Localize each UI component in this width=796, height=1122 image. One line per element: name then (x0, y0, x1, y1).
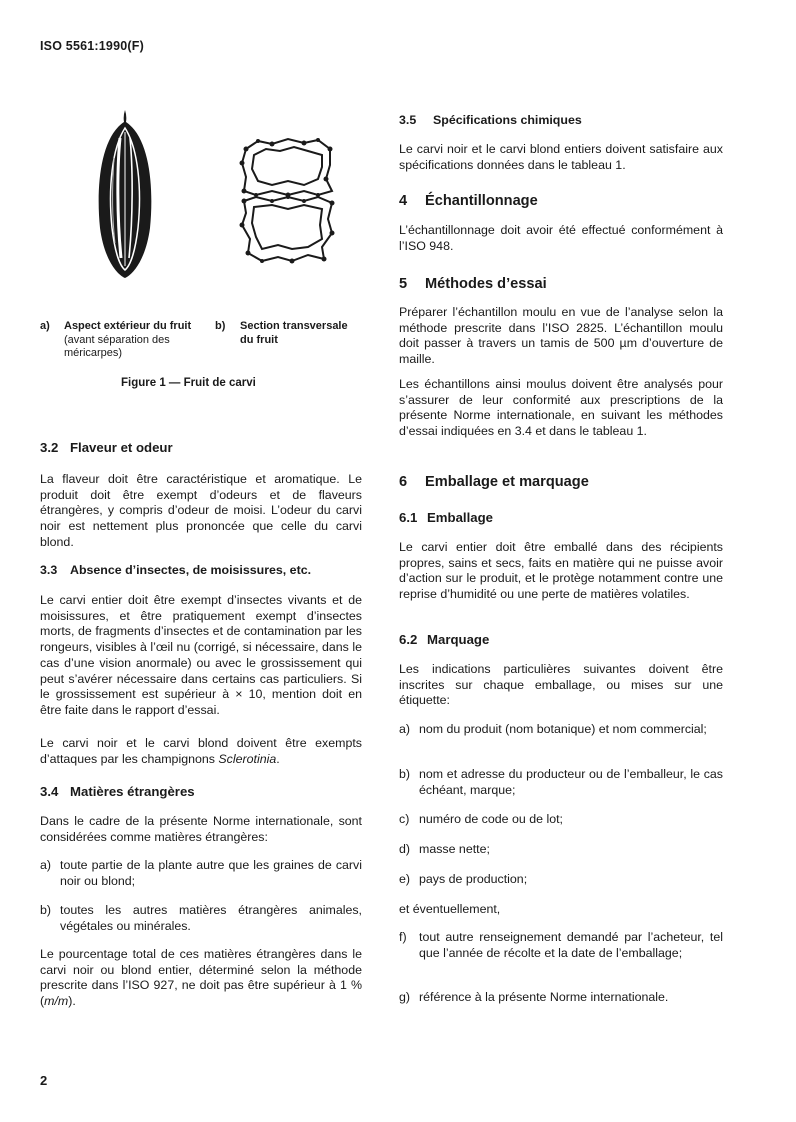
s61-paragraph: Le carvi entier doit être emballé dans des récipients propres, sains et secs, faits en matière qui ne puisse avoir d’action sur le produit, et le protège notamment contre une reprise d’humidité ou une perte de matières volatiles. (399, 540, 723, 602)
s5-paragraph-2: Les échantillons ainsi moulus doivent être analysés pour s’assurer de leur conformité aux prescriptions de la présente Norme internationale, en suivant les méthodes d’essai indiquées en 3.4 et dans le tableau 1. (399, 377, 723, 439)
s62-item-b-text: nom et adresse du producteur ou de l’emballeur, le cas échéant, marque; (419, 767, 723, 797)
heading-6-1-number: 6.1 (399, 510, 418, 525)
s34-item-a-label: a) (40, 858, 52, 872)
heading-6-1 (399, 510, 493, 525)
page-number: 2 (40, 1073, 48, 1088)
s62-item-g-label: g) (399, 990, 411, 1004)
caption-a-sub2: méricarpes) (64, 347, 123, 359)
caption-b-title1: Section transversale (240, 320, 348, 332)
s34-closing (40, 947, 362, 1010)
s34-closing-text: Le pourcentage total de ces matières étrangères dans le carvi noir ou blond entier, déterminé selon la méthode prescrite dans l’ISO 927, ne doit pas être supérieur à 1 % ( (40, 947, 362, 1009)
heading-5-number: 5 (399, 276, 408, 292)
caption-a-title: Aspect extérieur du fruit (64, 320, 192, 332)
s35-paragraph: Le carvi noir et le carvi blond entiers doivent satisfaire aux spécifications données dans le tableau 1. (399, 142, 723, 172)
s62-item-f-text: tout autre renseignement demandé par l’acheteur, tel que l’année de récolte et la date de l’emballage; (419, 930, 723, 960)
s62-item-e-text: pays de production; (419, 872, 528, 886)
s62-item-a (399, 722, 723, 738)
heading-3-3-title: Absence d’insectes, de moisissures, etc. (70, 563, 312, 577)
s62-item-b-label: b) (399, 767, 411, 781)
s62-item-d (399, 842, 723, 858)
s33-p2-italic: Sclerotinia (218, 751, 277, 766)
heading-6-1-title: Emballage (427, 510, 493, 525)
s62-item-b (399, 767, 723, 798)
figure-caption-b (215, 320, 365, 347)
s62-item-f (399, 930, 723, 961)
s34-item-a (40, 858, 362, 889)
heading-6 (399, 474, 589, 490)
s62-middle-text: et éventuellement, (399, 902, 501, 916)
s62-item-g-text: référence à la présente Norme internationale. (419, 990, 669, 1004)
heading-3-2-title: Flaveur et odeur (70, 440, 173, 455)
heading-4-number: 4 (399, 193, 408, 209)
s62-item-f-label: f) (399, 930, 407, 944)
s34-item-a-text: toute partie de la plante autre que les graines de carvi noir ou blond; (60, 858, 362, 888)
s62-item-g (399, 990, 723, 1006)
s32-paragraph: La flaveur doit être caractéristique et aromatique. Le produit doit être exempt d’odeurs et de flaveurs étrangères, y compris d’odeur de moisi. L’odeur du carvi noir est nettement plus prononcée que celle du carvi blond. (40, 472, 362, 549)
heading-4 (399, 193, 538, 209)
s62-item-c-label: c) (399, 812, 410, 826)
caraway-fruit-exterior-drawing (90, 108, 160, 280)
heading-4-title: Échantillonnage (425, 193, 538, 209)
heading-3-2 (40, 440, 173, 455)
heading-3-5 (399, 113, 582, 127)
s5-paragraph-1: Préparer l’échantillon moulu en vue de l’analyse selon la méthode prescrite dans l’ISO 2825. L’échantillon moulu doit passer à travers un tamis de 500 µm d’ouverture de maille. (399, 305, 723, 367)
s33-paragraph-1: Le carvi entier doit être exempt d’insectes vivants et de moisissures, et être pratiquement exempt d’insectes morts, de fragments d’insectes et de contamination par les rongeurs, visibles à l’œil nu (corrigé, si nécessaire, dans le cas d’une vision anormale) ou avec le grossissement qui peut s’avérer nécessaire dans certains cas particuliers. Si le grossissement est supérieur à × 10, mention doit en être faite dans le rapport d’essai. (40, 593, 362, 717)
heading-3-4 (40, 784, 195, 799)
s34-closing-italic: m/m (44, 994, 69, 1009)
s33-p2-end: . (276, 751, 280, 766)
s34-item-b-label: b) (40, 903, 52, 917)
heading-5-title: Méthodes d’essai (425, 276, 547, 292)
s33-p2-text: Le carvi noir et le carvi blond doivent être exempts d’attaques par les champignons (40, 736, 362, 766)
s4-paragraph: L’échantillonnage doit avoir été effectué conformément à l’ISO 948. (399, 223, 723, 253)
figure-caption-a (40, 320, 215, 361)
s34-intro: Dans le cadre de la présente Norme internationale, sont considérées comme matières étrangères: (40, 814, 362, 844)
s62-item-a-text: nom du produit (nom botanique) et nom commercial; (419, 722, 707, 736)
s62-item-c (399, 812, 723, 828)
heading-6-number: 6 (399, 474, 408, 490)
heading-3-2-number: 3.2 (40, 440, 59, 455)
s62-item-d-label: d) (399, 842, 411, 856)
heading-3-4-title: Matières étrangères (70, 784, 195, 799)
s62-item-c-text: numéro de code ou de lot; (419, 812, 563, 826)
s62-item-a-label: a) (399, 722, 411, 736)
document-header: ISO 5561:1990(F) (40, 39, 144, 53)
heading-6-2-title: Marquage (427, 632, 490, 647)
s33-paragraph-2 (40, 736, 362, 767)
heading-6-title: Emballage et marquage (425, 474, 589, 490)
caption-a-label: a) (40, 320, 50, 332)
heading-3-3-number: 3.3 (40, 563, 58, 577)
heading-3-5-title: Spécifications chimiques (433, 113, 582, 127)
s62-item-e-label: e) (399, 872, 411, 886)
s62-item-d-text: masse nette; (419, 842, 490, 856)
heading-6-2 (399, 632, 489, 647)
caption-b-label: b) (215, 320, 226, 332)
heading-5 (399, 276, 547, 292)
figure-title: Figure 1 — Fruit de carvi (121, 377, 256, 389)
caption-b-title2: du fruit (240, 333, 278, 346)
s62-intro: Les indications particulières suivantes doivent être inscrites sur chaque emballage, ou mises sur une étiquette: (399, 662, 723, 708)
caraway-fruit-cross-section-drawing (238, 135, 336, 265)
heading-3-5-number: 3.5 (399, 113, 417, 127)
heading-3-3 (40, 563, 311, 577)
s34-closing-end: ). (68, 994, 76, 1009)
caption-a-sub1: (avant séparation des (64, 333, 170, 346)
s34-item-b-text: toutes les autres matières étrangères animales, végétales ou minérales. (60, 903, 362, 933)
heading-6-2-number: 6.2 (399, 632, 418, 647)
heading-3-4-number: 3.4 (40, 784, 59, 799)
s34-item-b (40, 903, 362, 934)
s62-item-e (399, 872, 723, 888)
